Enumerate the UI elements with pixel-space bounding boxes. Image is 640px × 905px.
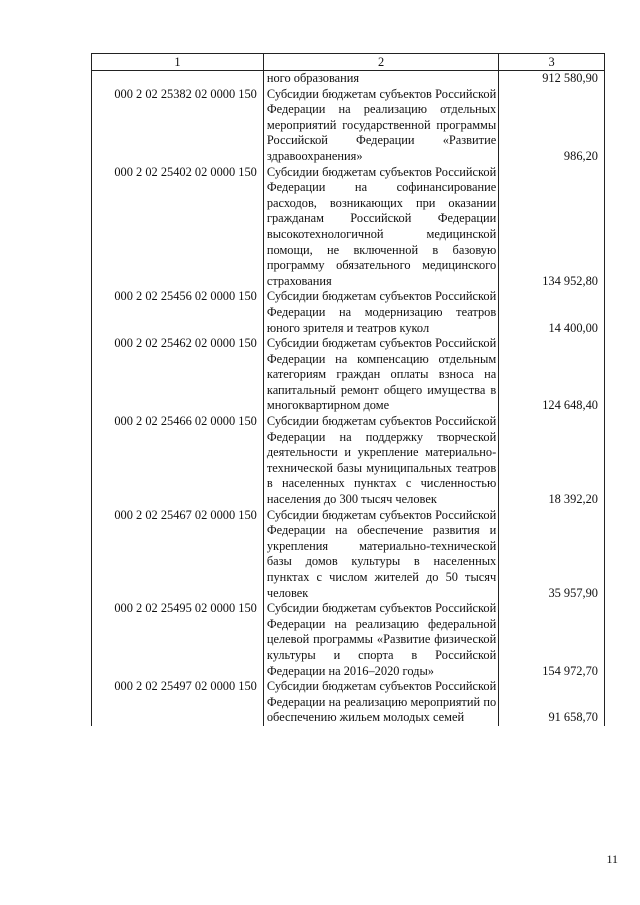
- table-row: [92, 601, 605, 679]
- revenue-name: Субсидии бюджетам субъектов Российской Федерации на поддержку творческой деятельности и укрепление материально-технической базы муниципальных театров в населенных пунктах с численностью населения до 300 тысяч человек: [263, 414, 498, 508]
- table-header: [92, 54, 605, 71]
- table-body: [92, 71, 605, 726]
- budget-code: 000 2 02 25495 02 0000 150: [92, 601, 264, 679]
- budget-code: [92, 71, 264, 87]
- table-row: [92, 87, 605, 165]
- revenue-name: ного образования: [263, 71, 498, 87]
- revenue-name: Субсидии бюджетам субъектов Российской Федерации на реализацию мероприятий по обеспечению жильем молодых семей: [263, 679, 498, 726]
- budget-code: 000 2 02 25467 02 0000 150: [92, 508, 264, 602]
- table-row: [92, 71, 605, 87]
- revenue-amount: 14 400,00: [499, 289, 605, 336]
- revenue-name: Субсидии бюджетам субъектов Российской Федерации на модернизацию театров юного зрителя и театров кукол: [263, 289, 498, 336]
- table-row: [92, 336, 605, 414]
- budget-code: 000 2 02 25497 02 0000 150: [92, 679, 264, 726]
- revenue-amount: 35 957,90: [499, 508, 605, 602]
- budget-code: 000 2 02 25466 02 0000 150: [92, 414, 264, 508]
- table-row: [92, 679, 605, 726]
- revenue-amount: 912 580,90: [499, 71, 605, 87]
- column-header-1: 1: [92, 54, 264, 71]
- revenue-amount: 91 658,70: [499, 679, 605, 726]
- revenue-name: Субсидии бюджетам субъектов Российской Федерации на обеспечение развития и укрепления материально-технической базы домов культуры в населенных пунктах с числом жителей до 50 тысяч человек: [263, 508, 498, 602]
- table-row: [92, 165, 605, 290]
- revenue-amount: 18 392,20: [499, 414, 605, 508]
- budget-revenue-table: [91, 53, 605, 726]
- budget-code: 000 2 02 25456 02 0000 150: [92, 289, 264, 336]
- column-header-2: 2: [263, 54, 498, 71]
- revenue-amount: 124 648,40: [499, 336, 605, 414]
- revenue-amount: 154 972,70: [499, 601, 605, 679]
- revenue-name: Субсидии бюджетам субъектов Российской Федерации на софинансирование расходов, возникающих при оказании гражданам Российской Федерации высокотехнологичной медицинской помощи, не включенной в базовую программу обязательного медицинского страхования: [263, 165, 498, 290]
- page-number: 11: [606, 852, 618, 866]
- table-row: [92, 414, 605, 508]
- revenue-name: Субсидии бюджетам субъектов Российской Федерации на реализацию отдельных мероприятий государственной программы Российской Федерации «Развитие здравоохранения»: [263, 87, 498, 165]
- revenue-name: Субсидии бюджетам субъектов Российской Федерации на реализацию федеральной целевой программы «Развитие физической культуры и спорта в Российской Федерации на 2016–2020 годы»: [263, 601, 498, 679]
- budget-code: 000 2 02 25402 02 0000 150: [92, 165, 264, 290]
- revenue-name: Субсидии бюджетам субъектов Российской Федерации на компенсацию отдельным категориям граждан оплаты взноса на капитальный ремонт общего имущества в многоквартирном доме: [263, 336, 498, 414]
- budget-code: 000 2 02 25462 02 0000 150: [92, 336, 264, 414]
- budget-code: 000 2 02 25382 02 0000 150: [92, 87, 264, 165]
- table-row: [92, 508, 605, 602]
- revenue-amount: 986,20: [499, 87, 605, 165]
- revenue-amount: 134 952,80: [499, 165, 605, 290]
- column-header-3: 3: [499, 54, 605, 71]
- table-row: [92, 289, 605, 336]
